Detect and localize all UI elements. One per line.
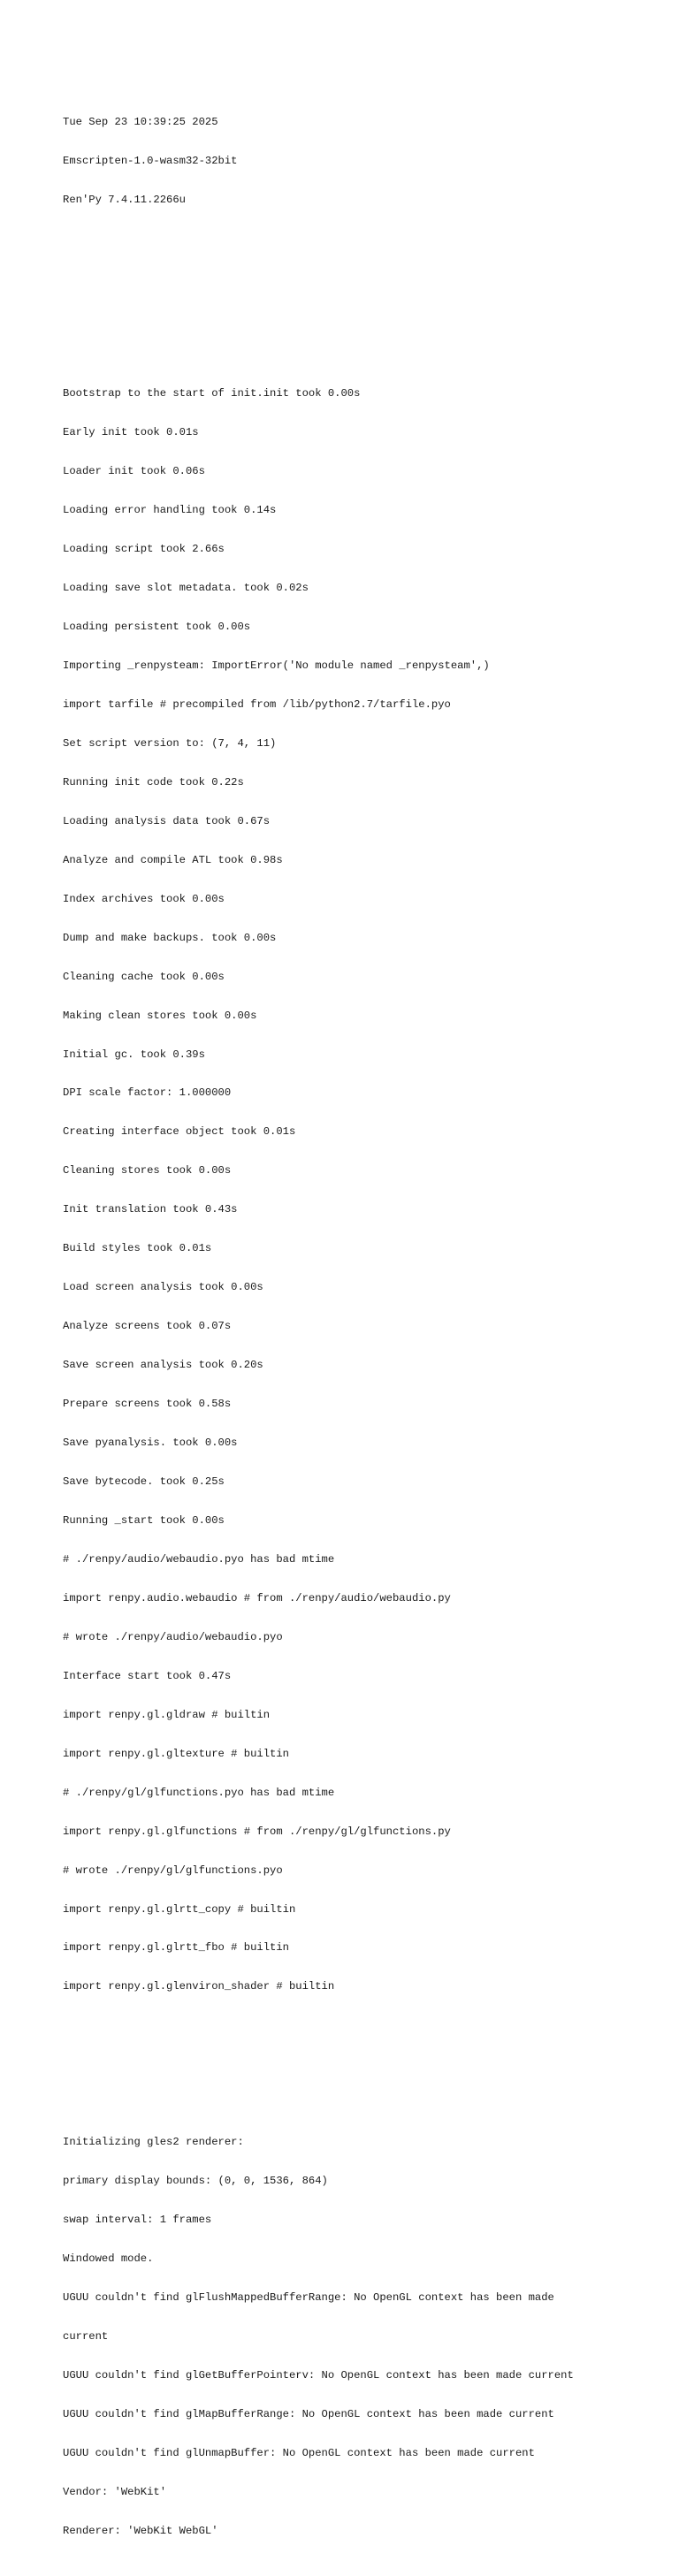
log-line: import renpy.gl.glfunctions # from ./renpy/gl/glfunctions.py — [63, 1825, 451, 1838]
log-line: Set script version to: (7, 4, 11) — [63, 736, 277, 750]
log-line: current — [63, 2330, 109, 2344]
log-line: Build styles took 0.01s — [63, 1242, 212, 1255]
log-line: Running _start took 0.00s — [63, 1513, 225, 1527]
log-line: import renpy.gl.glenviron_shader # builtin — [63, 1980, 335, 1993]
log-line: Ren'Py 7.4.11.2266u — [63, 193, 186, 206]
log-line: # wrote ./renpy/gl/glfunctions.pyo — [63, 1863, 283, 1877]
log-line: import tarfile # precompiled from /lib/python2.7/tarfile.pyo — [63, 697, 451, 711]
log-line: Vendor: 'WebKit' — [63, 2485, 167, 2498]
log-line: primary display bounds: (0, 0, 1536, 864) — [63, 2175, 328, 2188]
log-line: Index archives took 0.00s — [63, 892, 225, 905]
log-line: Early init took 0.01s — [63, 426, 199, 439]
log-line: Creating interface object took 0.01s — [63, 1125, 296, 1139]
log-line: Loader init took 0.06s — [63, 465, 205, 478]
log-line: Prepare screens took 0.58s — [63, 1398, 232, 1411]
log-line: import renpy.gl.gltexture # builtin — [63, 1747, 289, 1760]
log-line: Dump and make backups. took 0.00s — [63, 931, 277, 944]
log-line: import renpy.gl.glrtt_fbo # builtin — [63, 1941, 289, 1955]
log-line: Initial gc. took 0.39s — [63, 1048, 205, 1061]
log-line: import renpy.gl.glrtt_copy # builtin — [63, 1902, 296, 1916]
log-line: Initializing gles2 renderer: — [63, 2136, 244, 2149]
log-line: DPI scale factor: 1.000000 — [63, 1086, 232, 1100]
blank-line — [63, 271, 646, 284]
log-line: Analyze screens took 0.07s — [63, 1320, 232, 1333]
log-line: Making clean stores took 0.00s — [63, 1009, 257, 1022]
log-line: Cleaning stores took 0.00s — [63, 1164, 232, 1177]
blank-line — [63, 2058, 646, 2071]
log-header — [63, 89, 646, 232]
log-line: Analyze and compile ATL took 0.98s — [63, 853, 283, 866]
log-line: Bootstrap to the start of init.init took 0.00s — [63, 387, 361, 400]
log-line: # wrote ./renpy/audio/webaudio.pyo — [63, 1630, 283, 1643]
log-line: Save pyanalysis. took 0.00s — [63, 1437, 238, 1450]
log-line: Loading error handling took 0.14s — [63, 504, 277, 517]
log-line: Save screen analysis took 0.20s — [63, 1359, 263, 1372]
log-line: UGUU couldn't find glFlushMappedBufferRange: No OpenGL context has been made — [63, 2291, 554, 2305]
log-line: Windowed mode. — [63, 2252, 154, 2266]
log-line: # ./renpy/audio/webaudio.pyo has bad mtime — [63, 1552, 335, 1566]
log-line: Loading script took 2.66s — [63, 543, 225, 556]
log-line: Cleaning cache took 0.00s — [63, 970, 225, 983]
log-line: Init translation took 0.43s — [63, 1203, 238, 1216]
log-output — [63, 64, 646, 2576]
blank-line — [63, 309, 646, 323]
log-line: Loading analysis data took 0.67s — [63, 814, 271, 827]
log-line: UGUU couldn't find glGetBufferPointerv: No OpenGL context has been made current — [63, 2368, 574, 2382]
log-line: Save bytecode. took 0.25s — [63, 1475, 225, 1489]
log-line: # ./renpy/gl/glfunctions.pyo has bad mtime — [63, 1786, 335, 1799]
log-line: Emscripten-1.0-wasm32-32bit — [63, 154, 238, 167]
log-line: Load screen analysis took 0.00s — [63, 1281, 263, 1294]
log-line: Renderer: 'WebKit WebGL' — [63, 2524, 218, 2537]
log-init-section — [63, 362, 646, 2019]
log-line: Importing _renpysteam: ImportError('No module named _renpysteam',) — [63, 659, 490, 672]
log-line: Loading save slot metadata. took 0.02s — [63, 582, 309, 595]
log-renderer-section — [63, 2110, 646, 2564]
log-line: Loading persistent took 0.00s — [63, 621, 251, 634]
log-line: swap interval: 1 frames — [63, 2214, 212, 2227]
log-line: UGUU couldn't find glUnmapBuffer: No OpenGL context has been made current — [63, 2446, 535, 2459]
log-line: Tue Sep 23 10:39:25 2025 — [63, 115, 218, 128]
log-line: Interface start took 0.47s — [63, 1669, 232, 1682]
log-line: UGUU couldn't find glMapBufferRange: No OpenGL context has been made current — [63, 2407, 554, 2420]
log-line: import renpy.gl.gldraw # builtin — [63, 1708, 271, 1721]
log-line: Running init code took 0.22s — [63, 775, 244, 789]
log-line: import renpy.audio.webaudio # from ./renpy/audio/webaudio.py — [63, 1591, 451, 1604]
